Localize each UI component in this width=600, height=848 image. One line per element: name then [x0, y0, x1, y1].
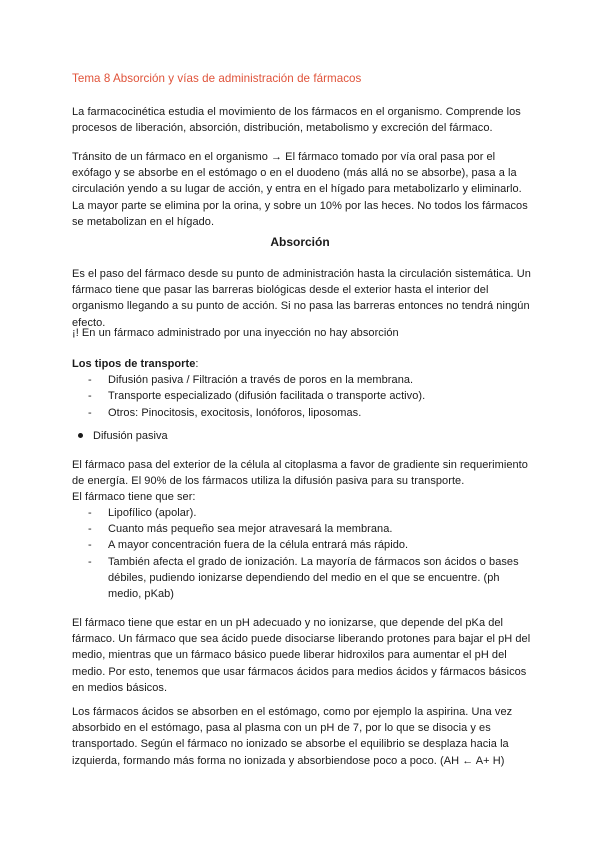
- requirements-section: [72, 505, 532, 602]
- paragraph-inyeccion-note: ¡! En un fármaco administrado por una inyección no hay absorción: [72, 327, 399, 339]
- list-item: - Lipofílico (apolar).: [88, 505, 532, 521]
- list-item: - Otros: Pinocitosis, exocitosis, Ionóforos, liposomas.: [88, 405, 532, 421]
- transport-list: [72, 372, 532, 421]
- paragraph-transito: Tránsito de un fármaco en el organismo → El fármaco tomado por vía oral pasa por el exófago y se absorbe en el estómago o en el duodeno (más allá no se absorbe), pasa a la circulación yendo a su lugar de acción, y entra en el hígado para metabolizarlo y eliminarlo. La mayor parte se elimina por la orina, y sobre un 10% por las heces. No todos los fármacos se metabolizan en el hígado.: [72, 151, 528, 228]
- list-item: - Difusión pasiva / Filtración a través de poros en la membrana.: [88, 372, 532, 388]
- paragraph-absorcion-def: Es el paso del fármaco desde su punto de administración hasta la circulación sistemática. Un fármaco tiene que pasar las barreras biológicas desde el exterior hasta el interior del organismo llegando a su punto de acción. Si no pasa las barreras entonces no tendrá ningún efecto.: [72, 268, 531, 329]
- list-item: - También afecta el grado de ionización. La mayoría de fármacos son ácidos o bases débiles, pudiendo ionizarse dependiendo del medio en el que se encuentre. (ph medio, pKab): [88, 554, 532, 603]
- document-title: Tema 8 Absorción y vías de administración de fármacos: [72, 72, 362, 85]
- transport-heading-colon: :: [195, 358, 199, 370]
- transport-heading: [72, 356, 532, 372]
- paragraph-farmacocinetica: La farmacocinética estudia el movimiento de los fármacos en el organismo. Comprende los procesos de liberación, absorción, distribución, metabolismo y excreción del fármaco.: [72, 106, 521, 135]
- transport-heading-label: Los tipos de transporte: [72, 358, 196, 370]
- list-item: - A mayor concentración fuera de la célula entrará más rápido.: [88, 537, 532, 553]
- requirements-list: [72, 505, 532, 602]
- bullet-difusion-pasiva: [78, 428, 168, 444]
- bullet-icon: [78, 433, 83, 438]
- section-heading-absorcion: Absorción: [270, 235, 330, 249]
- paragraph-difusion: El fármaco pasa del exterior de la célula al citoplasma a favor de gradiente sin requerimiento de energía. El 90% de los fármacos utiliza la difusión pasiva para su transporte.: [72, 459, 528, 488]
- paragraph-acidos: Los fármacos ácidos se absorben en el estómago, como por ejemplo la aspirina. Una vez absorbido en el estómago, pasa al plasma con un pH de 7, por lo que se disocia y es transportado. Según el fármaco no ionizado se absorbe el equilibrio se desplaza hacia la izquierda, formando más forma no ionizada y absorbiendose poco a poco. (AH ← A+ H): [72, 706, 513, 767]
- paragraph-ph: El fármaco tiene que estar en un pH adecuado y no ionizarse, que depende del pKa del fármaco. Un fármaco que sea ácido puede disociarse liberando protones para bajar el pH del medio, mientras que un fármaco básico puede liberar hidroxilos para aumentar el pH del medio. Por esto, tenemos que usar fármacos ácidos para medios ácidos y fármacos básicos en medios básicos.: [72, 617, 531, 694]
- list-item: - Cuanto más pequeño sea mejor atravesará la membrana.: [88, 521, 532, 537]
- paragraph-requisitos-intro: El fármaco tiene que ser:: [72, 491, 196, 503]
- transport-section: [72, 356, 532, 421]
- list-item: - Transporte especializado (difusión facilitada o transporte activo).: [88, 388, 532, 404]
- bullet-label: Difusión pasiva: [93, 430, 168, 442]
